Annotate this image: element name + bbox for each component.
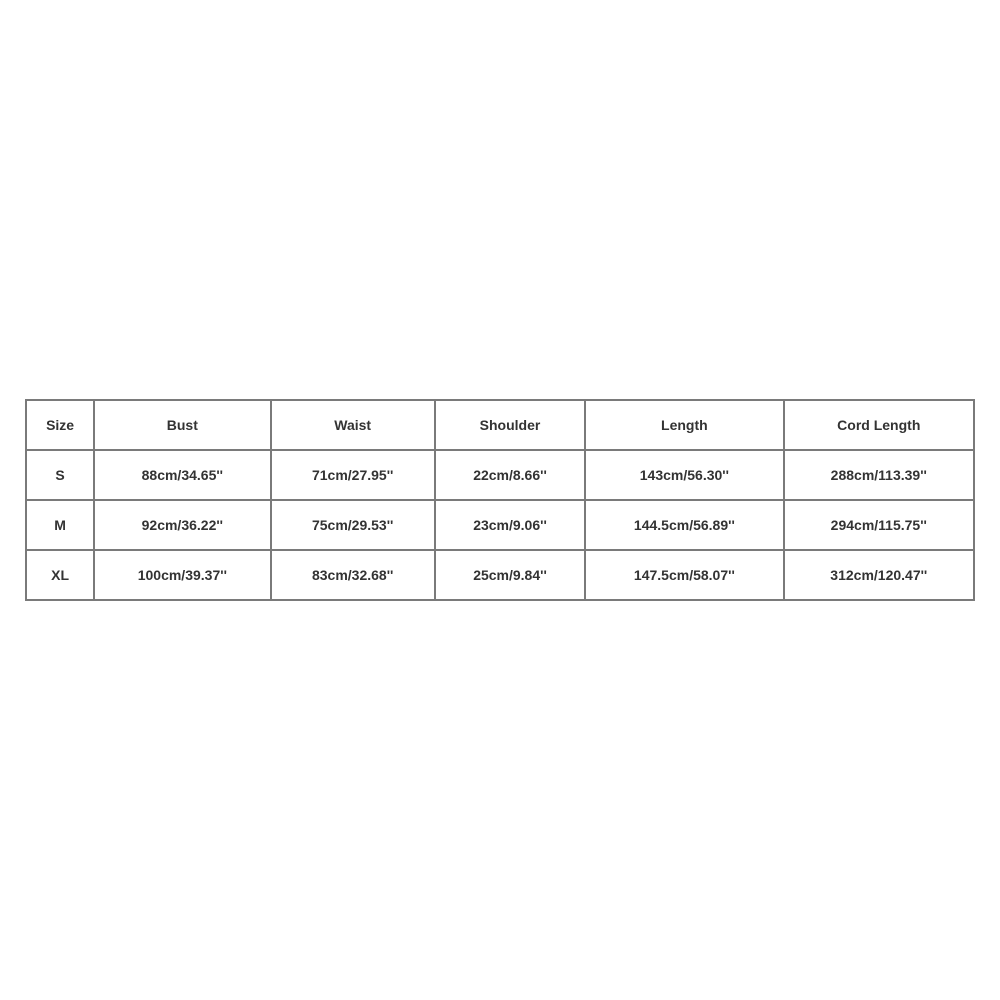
cell-waist: 83cm/32.68'' (271, 550, 435, 600)
cell-shoulder: 22cm/8.66'' (435, 450, 585, 500)
table-row (26, 500, 974, 550)
cell-size: S (26, 450, 94, 500)
cell-shoulder: 23cm/9.06'' (435, 500, 585, 550)
cell-waist: 75cm/29.53'' (271, 500, 435, 550)
cell-size: M (26, 500, 94, 550)
header-size: Size (26, 400, 94, 450)
cell-bust: 92cm/36.22'' (94, 500, 270, 550)
cell-bust: 100cm/39.37'' (94, 550, 270, 600)
cell-size: XL (26, 550, 94, 600)
cell-bust: 88cm/34.65'' (94, 450, 270, 500)
cell-cord-length: 312cm/120.47'' (784, 550, 974, 600)
cell-shoulder: 25cm/9.84'' (435, 550, 585, 600)
header-bust: Bust (94, 400, 270, 450)
cell-waist: 71cm/27.95'' (271, 450, 435, 500)
header-length: Length (585, 400, 783, 450)
header-row (26, 400, 974, 450)
cell-cord-length: 288cm/113.39'' (784, 450, 974, 500)
cell-length: 144.5cm/56.89'' (585, 500, 783, 550)
cell-length: 143cm/56.30'' (585, 450, 783, 500)
size-chart-table (25, 399, 975, 601)
cell-length: 147.5cm/58.07'' (585, 550, 783, 600)
table-row (26, 550, 974, 600)
header-waist: Waist (271, 400, 435, 450)
table-row (26, 450, 974, 500)
cell-cord-length: 294cm/115.75'' (784, 500, 974, 550)
header-cord-length: Cord Length (784, 400, 974, 450)
header-shoulder: Shoulder (435, 400, 585, 450)
